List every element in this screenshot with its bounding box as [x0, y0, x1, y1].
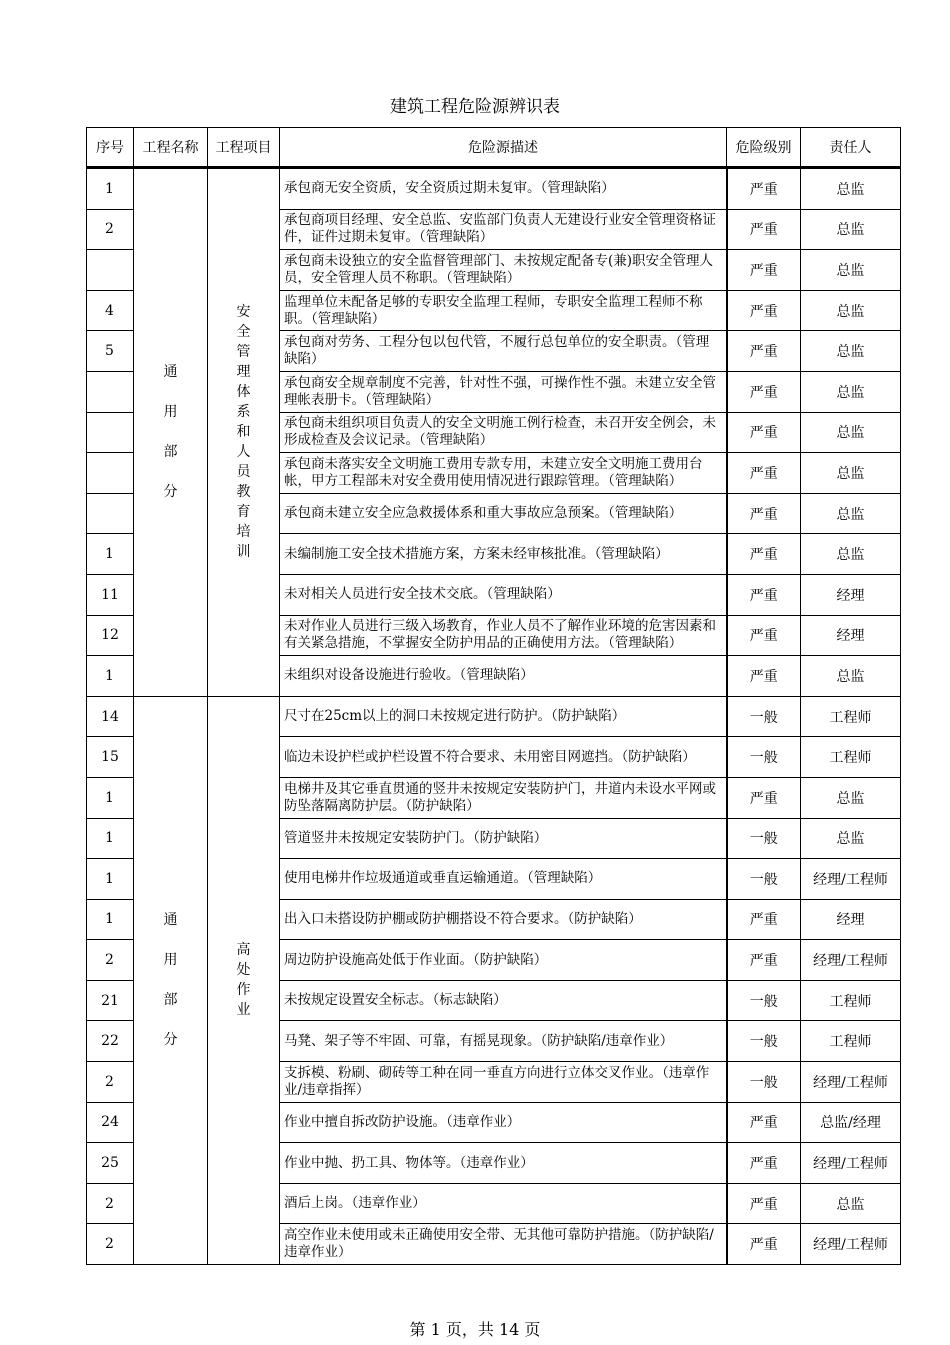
- responsible-person: 总监: [801, 1183, 901, 1224]
- hazard-description-text: 高空作业未使用或未正确使用安全带、无其他可靠防护措施。（防护缺陷/违章作业）: [284, 1227, 714, 1261]
- hazard-table: [86, 127, 901, 1265]
- project-item-cell: 高 处 作 业: [208, 696, 280, 1264]
- responsible-person: 经理/工程师: [801, 1224, 901, 1265]
- row-number: 2: [87, 1062, 134, 1103]
- header-project-name: 工程名称: [134, 128, 208, 168]
- hazard-description: [280, 818, 727, 859]
- hazard-description-text: 尺寸在25cm以上的洞口未按规定进行防护。（防护缺陷）: [284, 708, 626, 725]
- row-number: 25: [87, 1143, 134, 1184]
- hazard-level: 严重: [727, 290, 801, 331]
- hazard-description: [280, 250, 727, 291]
- hazard-level: 严重: [727, 534, 801, 575]
- hazard-description: [280, 777, 727, 818]
- hazard-description-text: 马凳、架子等不牢固、可靠，有摇晃现象。（防护缺陷/违章作业）: [284, 1032, 674, 1049]
- hazard-description-text: 使用电梯井作垃圾通道或垂直运输通道。（管理缺陷）: [284, 870, 602, 887]
- hazard-level: 严重: [727, 899, 801, 940]
- hazard-description: [280, 371, 727, 412]
- responsible-person: 总监: [801, 818, 901, 859]
- hazard-description-text: 管道竖井未按规定安装防护门。（防护缺陷）: [284, 829, 548, 846]
- hazard-level: 一般: [727, 696, 801, 737]
- hazard-level: 严重: [727, 1224, 801, 1265]
- hazard-description: [280, 737, 727, 778]
- hazard-description: [280, 168, 727, 210]
- hazard-description: [280, 331, 727, 372]
- row-number: [87, 453, 134, 494]
- hazard-description-text: 承包商未落实安全文明施工费用专款专用，未建立安全文明施工费用台帐，甲方工程部未对安全费用使用情况进行跟踪管理。（管理缺陷）: [284, 455, 703, 489]
- hazard-level: 严重: [727, 777, 801, 818]
- responsible-person: 总监: [801, 493, 901, 534]
- hazard-level: 一般: [727, 1021, 801, 1062]
- hazard-description-text: 监理单位未配备足够的专职安全监理工程师，专职安全监理工程师不称职。（管理缺陷）: [284, 293, 703, 327]
- responsible-person: 工程师: [801, 696, 901, 737]
- responsible-person: 总监: [801, 371, 901, 412]
- hazard-description: [280, 1021, 727, 1062]
- hazard-description-text: 承包商项目经理、安全总监、安监部门负责人无建设行业安全管理资格证件，证件过期未复审。（管理缺陷）: [284, 212, 716, 246]
- responsible-person: 总监: [801, 453, 901, 494]
- row-number: 2: [87, 1183, 134, 1224]
- row-number: [87, 412, 134, 453]
- row-number: 1: [87, 777, 134, 818]
- row-number: [87, 493, 134, 534]
- hazard-description: [280, 209, 727, 250]
- responsible-person: 总监: [801, 209, 901, 250]
- hazard-description-text: 承包商对劳务、工程分包以包代管，不履行总包单位的安全职责。（管理缺陷）: [284, 334, 710, 368]
- document-title: 建筑工程危险源辨识表: [390, 97, 560, 117]
- hazard-description-text: 承包商未建立安全应急救援体系和重大事故应急预案。（管理缺陷）: [284, 505, 683, 522]
- hazard-description: [280, 1224, 727, 1265]
- project-name-cell: 通 用 部 分: [134, 168, 208, 697]
- hazard-description-text: 未按规定设置安全标志。（标志缺陷）: [284, 992, 507, 1009]
- responsible-person: 经理/工程师: [801, 940, 901, 981]
- hazard-description: [280, 534, 727, 575]
- row-number: 1: [87, 534, 134, 575]
- hazard-level: 严重: [727, 168, 801, 210]
- table-row: [87, 168, 901, 210]
- hazard-description-text: 作业中抛、扔工具、物体等。（违章作业）: [284, 1154, 534, 1171]
- hazard-description: [280, 859, 727, 900]
- row-number: 22: [87, 1021, 134, 1062]
- header-description: 危险源描述: [280, 128, 727, 168]
- hazard-level: 严重: [727, 1143, 801, 1184]
- hazard-level: 一般: [727, 737, 801, 778]
- hazard-description: [280, 656, 727, 697]
- hazard-level: 严重: [727, 1102, 801, 1143]
- responsible-person: 总监: [801, 250, 901, 291]
- row-number: 14: [87, 696, 134, 737]
- hazard-description-text: 承包商未设独立的安全监督管理部门、未按规定配备专(兼)职安全管理人员，安全管理人员不称职。（管理缺陷）: [284, 252, 714, 286]
- hazard-level: 严重: [727, 371, 801, 412]
- hazard-description-text: 作业中擅自拆改防护设施。（违章作业）: [284, 1113, 521, 1130]
- hazard-description-text: 未对相关人员进行安全技术交底。（管理缺陷）: [284, 586, 561, 603]
- responsible-person: 工程师: [801, 1021, 901, 1062]
- header-no: 序号: [87, 128, 134, 168]
- hazard-description: [280, 1183, 727, 1224]
- responsible-person: 总监: [801, 331, 901, 372]
- hazard-level: 一般: [727, 1062, 801, 1103]
- hazard-description: [280, 1102, 727, 1143]
- table-header-row: [87, 128, 901, 168]
- hazard-level: 严重: [727, 656, 801, 697]
- hazard-description: [280, 1062, 727, 1103]
- hazard-level: 一般: [727, 980, 801, 1021]
- row-number: 1: [87, 168, 134, 210]
- project-item-cell: 安 全 管 理 体 系 和 人 员 教 育 培 训: [208, 168, 280, 697]
- row-number: 1: [87, 899, 134, 940]
- responsible-person: 经理: [801, 899, 901, 940]
- responsible-person: 总监: [801, 777, 901, 818]
- responsible-person: 经理/工程师: [801, 1062, 901, 1103]
- hazard-level: 严重: [727, 453, 801, 494]
- responsible-person: 经理: [801, 615, 901, 656]
- row-number: 4: [87, 290, 134, 331]
- hazard-description-text: 未编制施工安全技术措施方案，方案未经审核批准。（管理缺陷）: [284, 545, 669, 562]
- responsible-person: 经理/工程师: [801, 1143, 901, 1184]
- hazard-description-text: 临边未设护栏或护栏设置不符合要求、未用密目网遮挡。（防护缺陷）: [284, 748, 696, 765]
- responsible-person: 工程师: [801, 737, 901, 778]
- hazard-level: 一般: [727, 859, 801, 900]
- row-number: 11: [87, 574, 134, 615]
- hazard-level: 严重: [727, 209, 801, 250]
- hazard-description: [280, 899, 727, 940]
- row-number: 1: [87, 859, 134, 900]
- hazard-description-text: 酒后上岗。（违章作业）: [284, 1195, 426, 1212]
- hazard-description: [280, 940, 727, 981]
- responsible-person: 总监: [801, 656, 901, 697]
- hazard-level: 严重: [727, 250, 801, 291]
- project-name-cell: 通 用 部 分: [134, 696, 208, 1264]
- hazard-level: 严重: [727, 615, 801, 656]
- responsible-person: 经理/工程师: [801, 859, 901, 900]
- hazard-level: 严重: [727, 940, 801, 981]
- hazard-level: 严重: [727, 493, 801, 534]
- hazard-description: [280, 1143, 727, 1184]
- hazard-description-text: 承包商安全规章制度不完善，针对性不强，可操作性不强。未建立安全管理帐表册卡。（管理缺陷）: [284, 374, 716, 408]
- row-number: 1: [87, 818, 134, 859]
- hazard-description: [280, 493, 727, 534]
- row-number: 21: [87, 980, 134, 1021]
- hazard-description: [280, 574, 727, 615]
- hazard-description: [280, 453, 727, 494]
- hazard-description: [280, 412, 727, 453]
- hazard-description-text: 电梯井及其它垂直贯通的竖井未按规定安装防护门，井道内未设水平网或防坠落隔离防护层。（防护缺陷）: [284, 780, 716, 814]
- hazard-description-text: 承包商无安全资质，安全资质过期未复审。（管理缺陷）: [284, 180, 615, 197]
- row-number: [87, 250, 134, 291]
- row-number: [87, 371, 134, 412]
- hazard-level: 一般: [727, 818, 801, 859]
- hazard-description-text: 未组织对设备设施进行验收。（管理缺陷）: [284, 667, 534, 684]
- row-number: 2: [87, 209, 134, 250]
- hazard-level: 严重: [727, 1183, 801, 1224]
- header-level: 危险级别: [727, 128, 801, 168]
- hazard-level: 严重: [727, 574, 801, 615]
- table-body: [87, 168, 901, 1265]
- responsible-person: 总监: [801, 412, 901, 453]
- header-project-item: 工程项目: [208, 128, 280, 168]
- responsible-person: 总监/经理: [801, 1102, 901, 1143]
- hazard-level: 严重: [727, 331, 801, 372]
- row-number: 12: [87, 615, 134, 656]
- responsible-person: 经理: [801, 574, 901, 615]
- hazard-description: [280, 615, 727, 656]
- hazard-description-text: 支拆模、粉刷、砌砖等工种在同一垂直方向进行立体交叉作业。（违章作业/违章指挥）: [284, 1064, 710, 1098]
- hazard-level: 严重: [727, 412, 801, 453]
- hazard-description-text: 出入口未搭设防护棚或防护棚搭设不符合要求。（防护缺陷）: [284, 910, 642, 927]
- row-number: 2: [87, 1224, 134, 1265]
- hazard-description-text: 承包商未组织项目负责人的安全文明施工例行检查，未召开安全例会，未形成检查及会议记录。（管理缺陷）: [284, 415, 716, 449]
- responsible-person: 工程师: [801, 980, 901, 1021]
- page-footer: 第 1 页，共 14 页: [409, 1320, 541, 1339]
- hazard-description: [280, 980, 727, 1021]
- responsible-person: 总监: [801, 168, 901, 210]
- hazard-description: [280, 696, 727, 737]
- row-number: 1: [87, 656, 134, 697]
- header-responsible: 责任人: [801, 128, 901, 168]
- row-number: 15: [87, 737, 134, 778]
- responsible-person: 总监: [801, 534, 901, 575]
- row-number: 2: [87, 940, 134, 981]
- responsible-person: 总监: [801, 290, 901, 331]
- row-number: 24: [87, 1102, 134, 1143]
- row-number: 5: [87, 331, 134, 372]
- table-row: [87, 696, 901, 737]
- hazard-description: [280, 290, 727, 331]
- hazard-description-text: 未对作业人员进行三级入场教育，作业人员不了解作业环境的危害因素和有关紧急措施，不掌握安全防护用品的正确使用方法。（管理缺陷）: [284, 618, 716, 652]
- hazard-description-text: 周边防护设施高处低于作业面。（防护缺陷）: [284, 951, 548, 968]
